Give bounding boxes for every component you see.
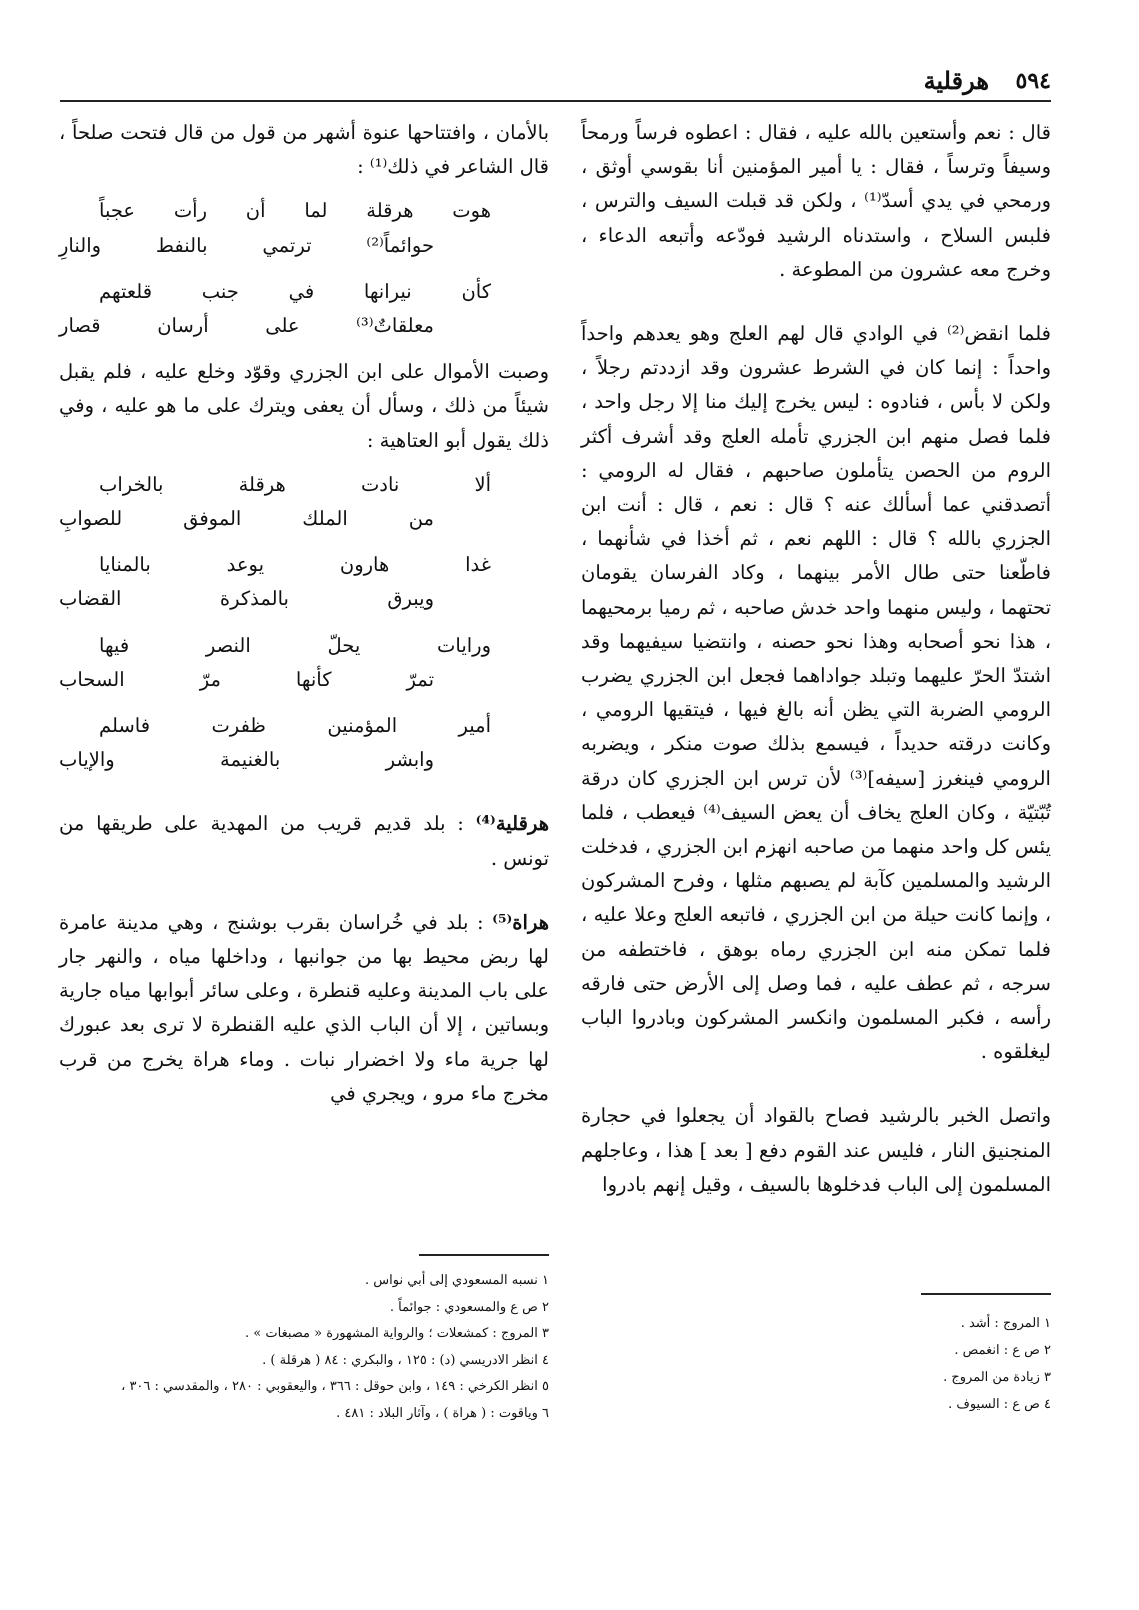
verse-line: تمرّ كأنها مرّ السحاب [59, 667, 434, 691]
footnotes-left [79, 1268, 549, 1427]
verse-line: هوت هرقلة لما أن رأت عجباً [99, 199, 491, 223]
footnote: ٥ انظر الكرخي : ١٤٩ ، وابن حوقل : ٣٦٦ ، واليعقوبي : ٢٨٠ ، والمقدسي : ٣٠٦ ، [121, 1379, 549, 1394]
verse-line: ألا نادت هرقلة بالخراب [99, 472, 491, 496]
poem [59, 194, 549, 343]
paragraph: وصبت الأموال على ابن الجزري وقوّد وخلع عليه ، فلم يقبل شيئاً من ذلك ، وسأل أن يعفى ويترك على ما هو عليه ، وفي ذلك يقول أبو العتاهية : [59, 360, 549, 452]
footnote: ٢ ص ع والمسعودي : جوائماً . [389, 1299, 549, 1315]
entry-heading: هرقلية⁽⁴⁾ [475, 812, 549, 836]
paragraph: بالأمان ، وافتتاحها عنوة أشهر من قول من قال فتحت صلحاً ، قال الشاعر في ذلك⁽¹⁾ : [59, 121, 549, 179]
footnote: ٢ ص ع : انغمص . [954, 1343, 1051, 1358]
right-column [581, 116, 1051, 1202]
entry-text: : بلد قديم قريب من المهدية على طريقها من تونس . [59, 812, 549, 870]
entry-text: : بلد في خُراسان بقرب بوشنج ، وهي مدينة عامرة لها ربض محيط بها من جوانبها ، وداخلها مياه ، والنهر جار على باب المدينة وعليه قنطرة ، وعلى سائر أبوابها مياه جارية وبساتين ، إلا أن الباب الذي عليه القنطرة لا ترى بعد عبورك لها جرية ماء ولا اخضرار نبات . وماء هراة يخرج من قرب مخرج ماء مرو ، ويجري في [59, 910, 549, 1105]
footnote-rule [419, 1254, 549, 1256]
verse-line: غدا هارون يوعد بالمنايا [99, 553, 491, 577]
page-header [60, 60, 1051, 102]
verse-line: ورايات يحلّ النصر فيها [99, 633, 491, 657]
footnote: ١ المروج : أشد . [960, 1316, 1051, 1331]
paragraph: قال : نعم وأستعين بالله عليه ، فقال : اعطوه فرساً ورمحاً وسيفاً وترساً ، فقال : يا أمير المؤمنين أنا بقوسي أوثق ، ورمحي في يدي أسدّ⁽¹⁾ ، ولكن قد قبلت السيف والترس ، فلبس السلاح ، واستدناه الرشيد فودّعه وأتبعه الدعاء ، وخرج معه عشرون من المطوعة . [581, 121, 1051, 281]
verse-line: من الملك الموفق للصوابِ [59, 507, 434, 531]
footnote-rule [921, 1293, 1051, 1295]
footnotes-right [751, 1310, 1051, 1418]
footnote: ٣ المروج : كمشعلات ؛ والرواية المشهورة « مصبغات » . [245, 1326, 549, 1341]
poem [59, 468, 549, 778]
paragraph: فلما انقض⁽²⁾ في الوادي قال لهم العلج وهو يعدهم واحداً واحداً : إنما كان في الشرط عشرون وقد ازددتم رجلاً ، ولكن لا بأس ، فنادوه : ليس يخرج إليك منا إلا رجل واحد ، فلما فصل منهم ابن الجزري تأمله العلج وقد أشرف أكثر الروم من الحصن يتأملون صاحبهم ، فقال له الرومي : أتصدقني عما أسألك عنه ؟ قال : نعم ، قال : أنت ابن الجزري بالله ؟ قال : اللهم نعم ، ثم أخذا في شأنهما ، فاطّعنا حتى طال الأمر بينهما ، وكاد الفرسان يقومان تحتهما ، وليس منهما واحد خدش صاحبه ، ثم رميا برمحيهما ، هذا نحو أصحابه وهذا نحو حصنه ، وانتضيا سيفيهما وقد اشتدّ الحرّ عليهما وتبلد جواداهما فجعل ابن الجزري يضرب الرومي الضربة التي يظن أنه بالغ فيها ، فيتقيها الرومي ، وكانت درقته حديداً ، فيسمع بذلك صوت منكر ، ويضربه الرومي فينغرز [سيفه]⁽³⁾ لأن ترس ابن الجزري كان درقة تُبّتيّة ، وكان العلج يخاف أن يعض السيف⁽⁴⁾ فيعطب ، فلما يئس كل واحد منهما من صاحبه انهزم ابن الجزري ، فدخلت الرشيد والمسلمين كآبة لم يصبهم مثلها ، وفرح المشركون ، وإنما كانت حيلة من ابن الجزري ، فاتبعه العلج وعلا عليه ، فلما تمكن منه ابن الجزري رماه بوهق ، فاختطفه من سرجه ، ثم عطف عليه ، فما وصل إلى الأرض حتى فارقه رأسه ، فكبر المسلمون وانكسر المشركون وبادروا الباب ليغلقوه . [581, 322, 1051, 1064]
verse-line: ويبرق بالمذكرة القضاب [59, 587, 434, 611]
footnote: ٤ انظر الادريسي (د) : ١٢٥ ، والبكري : ٨٤ ( هرقلة ) . [262, 1352, 549, 1368]
entry-hirqaliya [59, 807, 549, 875]
left-column [59, 116, 549, 1111]
verse-line: معلقاتٌ⁽³⁾ على أرسان قصار [59, 314, 434, 338]
footnote: ٤ ص ع : السيوف . [948, 1397, 1051, 1412]
verse-line: كأن نيرانها في جنب قلعتهم [99, 279, 491, 303]
footnote: ٣ زيادة من المروج . [943, 1370, 1051, 1385]
footnote: ٦ وياقوت : ( هراة ) ، وآثار البلاد : ٤٨١ . [336, 1405, 549, 1421]
footnote: ١ نسبه المسعودي إلى أبي نواس . [365, 1273, 549, 1288]
verse-line: أمير المؤمنين ظفرت فاسلم [99, 714, 491, 738]
entry-heading: هراة⁽⁵⁾ [492, 910, 549, 934]
paragraph: واتصل الخبر بالرشيد فصاح بالقواد أن يجعلوا في حجارة المنجنيق النار ، فليس عند القوم دفع [ بعد ] هذا ، وعاجلهم المسلمون إلى الباب فدخلوها بالسيف ، وقيل إنهم بادروا [581, 1104, 1051, 1196]
verse-line: حوائماً⁽²⁾ ترتمي بالنفط والنارِ [59, 233, 434, 257]
verse-line: وابشر بالغنيمة والإياب [59, 748, 434, 772]
running-title: هرقلية [923, 66, 989, 95]
page-number: ٥٩٤ [1015, 68, 1051, 94]
entry-herat [59, 906, 549, 1111]
